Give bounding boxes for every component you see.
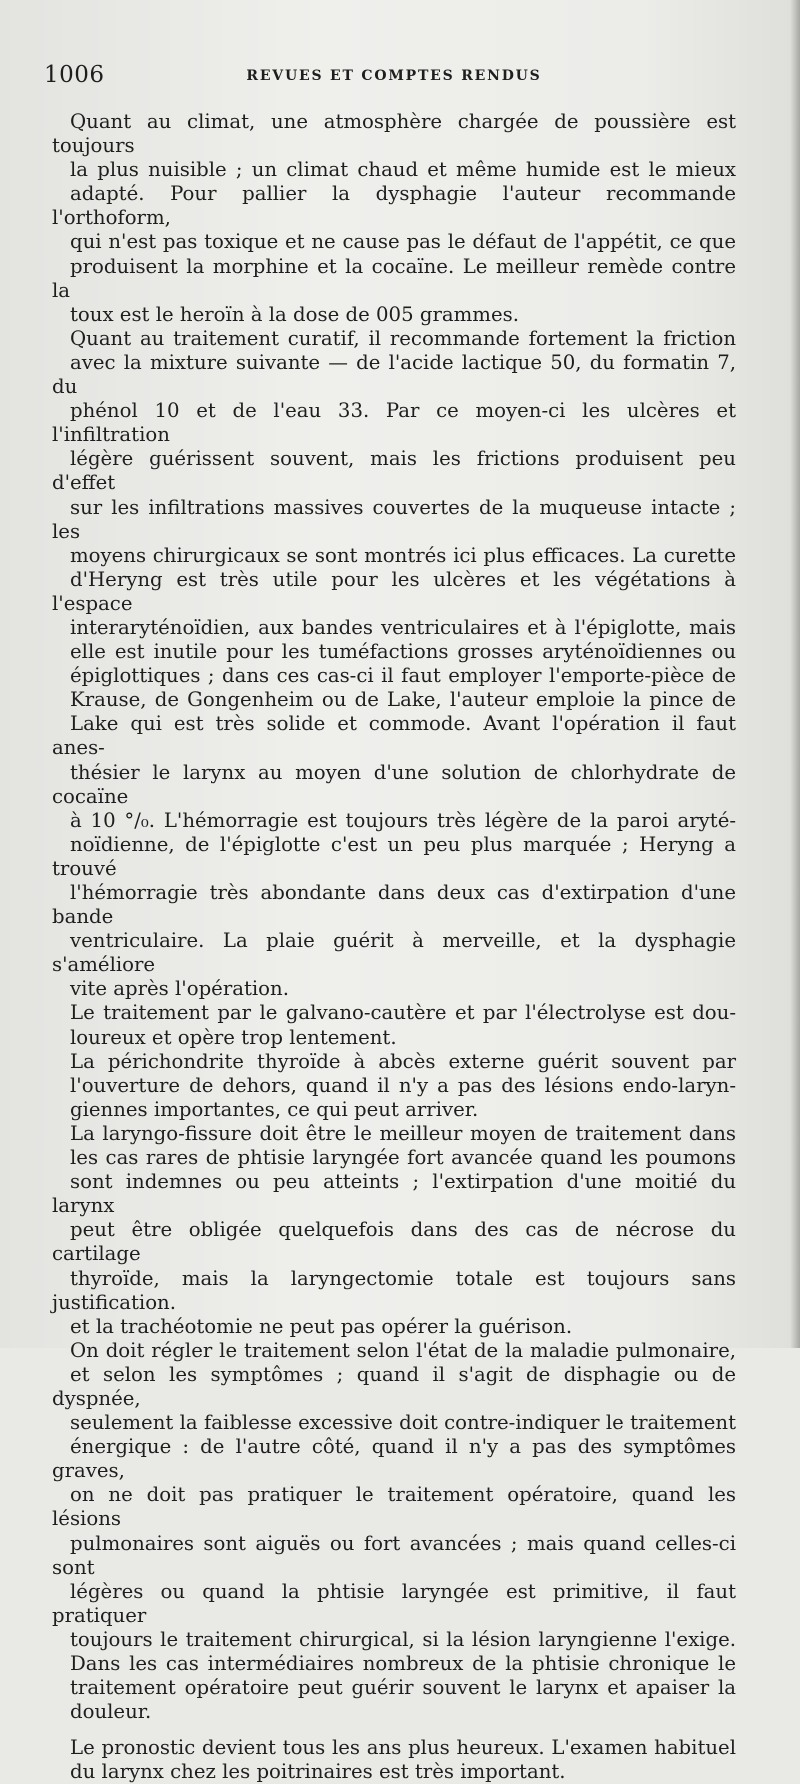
text-line: traitement opératoire peut guérir souvent le larynx et apaiser la	[70, 1676, 736, 1700]
text-line: phénol 10 et de l'eau 33. Par ce moyen-ci les ulcères et l'infiltration	[52, 399, 736, 447]
paragraph	[52, 1122, 736, 1339]
text-line: toujours le traitement chirurgical, si la lésion laryngienne l'exige.	[70, 1627, 736, 1651]
text-line: et la trachéotomie ne peut pas opérer la guérison.	[70, 1314, 573, 1338]
text-line: légères ou quand la phtisie laryngée est primitive, il faut pratiquer	[52, 1579, 736, 1627]
text-line: qui n'est pas toxique et ne cause pas le défaut de l'appétit, ce que	[70, 230, 736, 254]
text-line: giennes importantes, ce qui peut arriver.	[70, 1097, 479, 1121]
text-line: l'hémorragie très abondante dans deux cas d'extirpation d'une bande	[52, 881, 736, 929]
text-line: produisent la morphine et la cocaïne. Le meilleur remède contre la	[52, 254, 736, 302]
text-line: douleur.	[70, 1700, 152, 1724]
text-line: la plus nuisible ; un climat chaud et même humide est le mieux	[70, 158, 736, 182]
paragraph	[52, 1001, 736, 1049]
text-line: peut être obligée quelquefois dans des cas de nécrose du cartilage	[52, 1218, 736, 1266]
text-line: adapté. Pour pallier la dysphagie l'auteur recommande l'orthoform,	[52, 182, 736, 230]
paragraph	[52, 110, 736, 327]
text-line: Le traitement par le galvano-cautère et par l'électrolyse est dou-	[70, 1001, 736, 1025]
text-line: loureux et opère trop lentement.	[70, 1025, 397, 1049]
text-line: noïdienne, de l'épiglotte c'est un peu plus marquée ; Heryng a trouvé	[52, 832, 736, 880]
text-line: thésier le larynx au moyen d'une solution de chlorhydrate de cocaïne	[52, 760, 736, 808]
text-line: l'ouverture de dehors, quand il n'y a pas des lésions endo-laryn-	[70, 1073, 736, 1097]
text-line: et selon les symptômes ; quand il s'agit de disphagie ou de dyspnée,	[52, 1362, 736, 1410]
text-line: les cas rares de phtisie laryngée fort avancée quand les poumons	[70, 1146, 736, 1170]
text-line: seulement la faiblesse excessive doit contre-indiquer le traitement	[70, 1411, 736, 1435]
text-line: moyens chirurgicaux se sont montrés ici plus efficaces. La curette	[70, 543, 736, 567]
text-line: on ne doit pas pratiquer le traitement opératoire, quand les lésions	[52, 1483, 736, 1531]
text-line: sont indemnes ou peu atteints ; l'extirpation d'une moitié du larynx	[52, 1170, 736, 1218]
text-line: Krause, de Gongenheim ou de Lake, l'auteur emploie la pince de	[70, 688, 736, 712]
text-line: Lake qui est très solide et commode. Avant l'opération il faut anes-	[52, 712, 736, 760]
text-line: toux est le heroïn à la dose de 005 grammes.	[70, 302, 519, 326]
article-body	[52, 110, 736, 1784]
paragraph	[52, 1339, 736, 1725]
text-line: thyroïde, mais la laryngectomie totale est toujours sans justification.	[52, 1266, 736, 1314]
text-line: pulmonaires sont aiguës ou fort avancées ; mais quand celles-ci sont	[52, 1531, 736, 1579]
text-line: sur les infiltrations massives couvertes de la muqueuse intacte ; les	[52, 495, 736, 543]
page-header	[44, 62, 744, 92]
text-line: d'Heryng est très utile pour les ulcères et les végétations à l'espace	[52, 567, 736, 615]
text-line: énergique : de l'autre côté, quand il n'y a pas des symptômes graves,	[52, 1435, 736, 1483]
text-line: interaryténoïdien, aux bandes ventriculaires et à l'épiglotte, mais	[70, 615, 736, 639]
paragraph	[52, 327, 736, 1002]
running-title: REVUES ET COMPTES RENDUS	[246, 68, 542, 84]
text-line: épiglottiques ; dans ces cas-ci il faut employer l'emporte-pièce de	[70, 664, 736, 688]
text-line: légère guérissent souvent, mais les frictions produisent peu d'effet	[52, 447, 736, 495]
text-line: du larynx chez les poitrinaires est très important.	[70, 1760, 566, 1784]
text-line: avec la mixture suivante — de l'acide lactique 50, du formatin 7, du	[52, 350, 736, 399]
text-line: vite après l'opération.	[70, 977, 289, 1001]
text-line: Dans les cas intermédiaires nombreux de la phtisie chronique le	[70, 1652, 736, 1675]
text-line: Quant au climat, une atmosphère chargée de poussière est toujours	[52, 110, 736, 158]
page-number: 1006	[44, 62, 105, 88]
text-line: ventriculaire. La plaie guérit à merveille, et la dysphagie s'améliore	[52, 929, 736, 977]
text-line: elle est inutile pour les tuméfactions grosses aryténoïdiennes ou	[70, 640, 736, 664]
text-line: La laryngo-fissure doit être le meilleur moyen de traitement dans	[70, 1121, 736, 1145]
text-line: La périchondrite thyroïde à abcès externe guérit souvent par	[70, 1049, 736, 1073]
text-line: Le pronostic devient tous les ans plus heureux. L'examen habituel	[70, 1736, 736, 1760]
text-line: Quant au traitement curatif, il recommande fortement la friction	[70, 326, 736, 350]
text-line: à 10 °/₀. L'hémorragie est toujours très légère de la paroi aryté-	[70, 808, 736, 832]
paragraph	[52, 1736, 736, 1784]
text-line: On doit régler le traitement selon l'état de la maladie pulmonaire,	[70, 1338, 736, 1362]
paragraph	[52, 1050, 736, 1122]
